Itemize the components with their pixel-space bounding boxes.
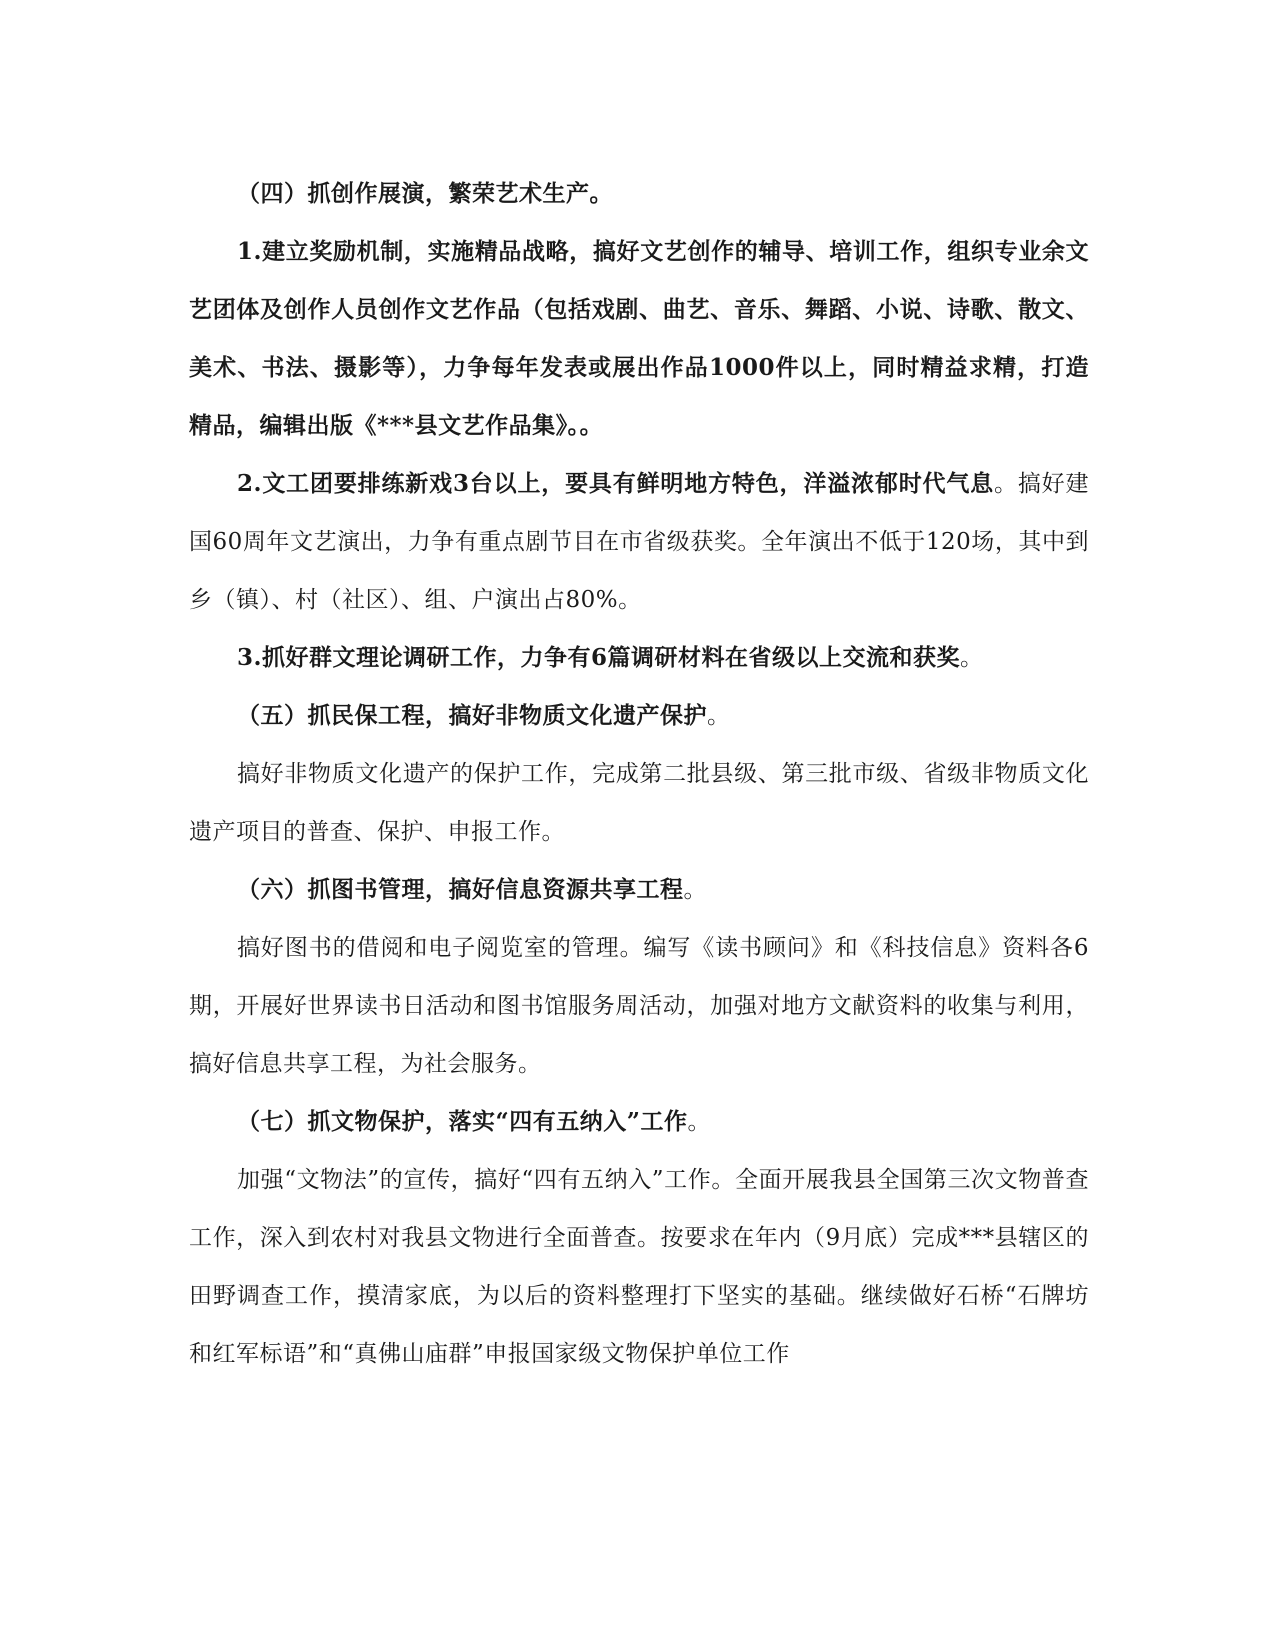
section-4-item-1: 1.建立奖励机制，实施精品战略，搞好文艺创作的辅导、培训工作，组织专业余文艺团体及创作人员创作文艺作品（包括戏剧、曲艺、音乐、舞蹈、小说、诗歌、散文、美术、书法、摄影等），力争每年发表或展出作品1000件以上，同时精益求精，打造精品，编辑出版《***县文艺作品集》。。 bbox=[189, 238, 1089, 439]
section-7-heading-end: 。 bbox=[687, 1109, 711, 1135]
section-5-heading-text: （五）抓民保工程，搞好非物质文化遗产保护 bbox=[237, 702, 707, 729]
section-4-item-3 bbox=[189, 629, 1089, 687]
section-4-item-2-lead: 2.文工团要排练新戏3台以上，要具有鲜明地方特色，洋溢浓郁时代气息 bbox=[237, 470, 995, 497]
section-4-item-2 bbox=[189, 455, 1089, 629]
section-6-heading bbox=[189, 861, 1089, 919]
section-6-body: 搞好图书的借阅和电子阅览室的管理。编写《读书顾问》和《科技信息》资料各6期，开展好世界读书日活动和图书馆服务周活动，加强对地方文献资料的收集与利用，搞好信息共享工程，为社会服务。 bbox=[189, 935, 1089, 1077]
section-7-heading bbox=[189, 1093, 1089, 1151]
section-5-heading-end: 。 bbox=[707, 703, 731, 729]
section-4-item-3-lead: 3.抓好群文理论调研工作，力争有6篇调研材料在省级以上交流和获奖 bbox=[237, 644, 961, 671]
document-body bbox=[189, 165, 1089, 1383]
section-6-heading-end: 。 bbox=[683, 877, 707, 903]
section-7-heading-text: （七）抓文物保护，落实“四有五纳入”工作 bbox=[237, 1108, 688, 1135]
section-6-heading-text: （六）抓图书管理，搞好信息资源共享工程 bbox=[237, 876, 684, 903]
section-5-body: 搞好非物质文化遗产的保护工作，完成第二批县级、第三批市级、省级非物质文化遗产项目的普查、保护、申报工作。 bbox=[189, 761, 1089, 845]
section-4-item-3-end: 。 bbox=[960, 645, 984, 671]
section-5-heading bbox=[189, 687, 1089, 745]
section-4-heading: （四）抓创作展演，繁荣艺术生产。 bbox=[237, 180, 613, 207]
section-7-body: 加强“文物法”的宣传，搞好“四有五纳入”工作。全面开展我县全国第三次文物普查工作，深入到农村对我县文物进行全面普查。按要求在年内（9月底）完成***县辖区的田野调查工作，摸清家底，为以后的资料整理打下坚实的基础。继续做好石桥“石牌坊和红军标语”和“真佛山庙群”申报国家级文物保护单位工作 bbox=[189, 1167, 1089, 1367]
section-4-item-2-body: 。搞好建国60周年文艺演出，力争有重点剧节目在市省级获奖。全年演出不低于120场，其中到乡（镇）、村（社区）、组、户演出占80%。 bbox=[189, 471, 1089, 613]
